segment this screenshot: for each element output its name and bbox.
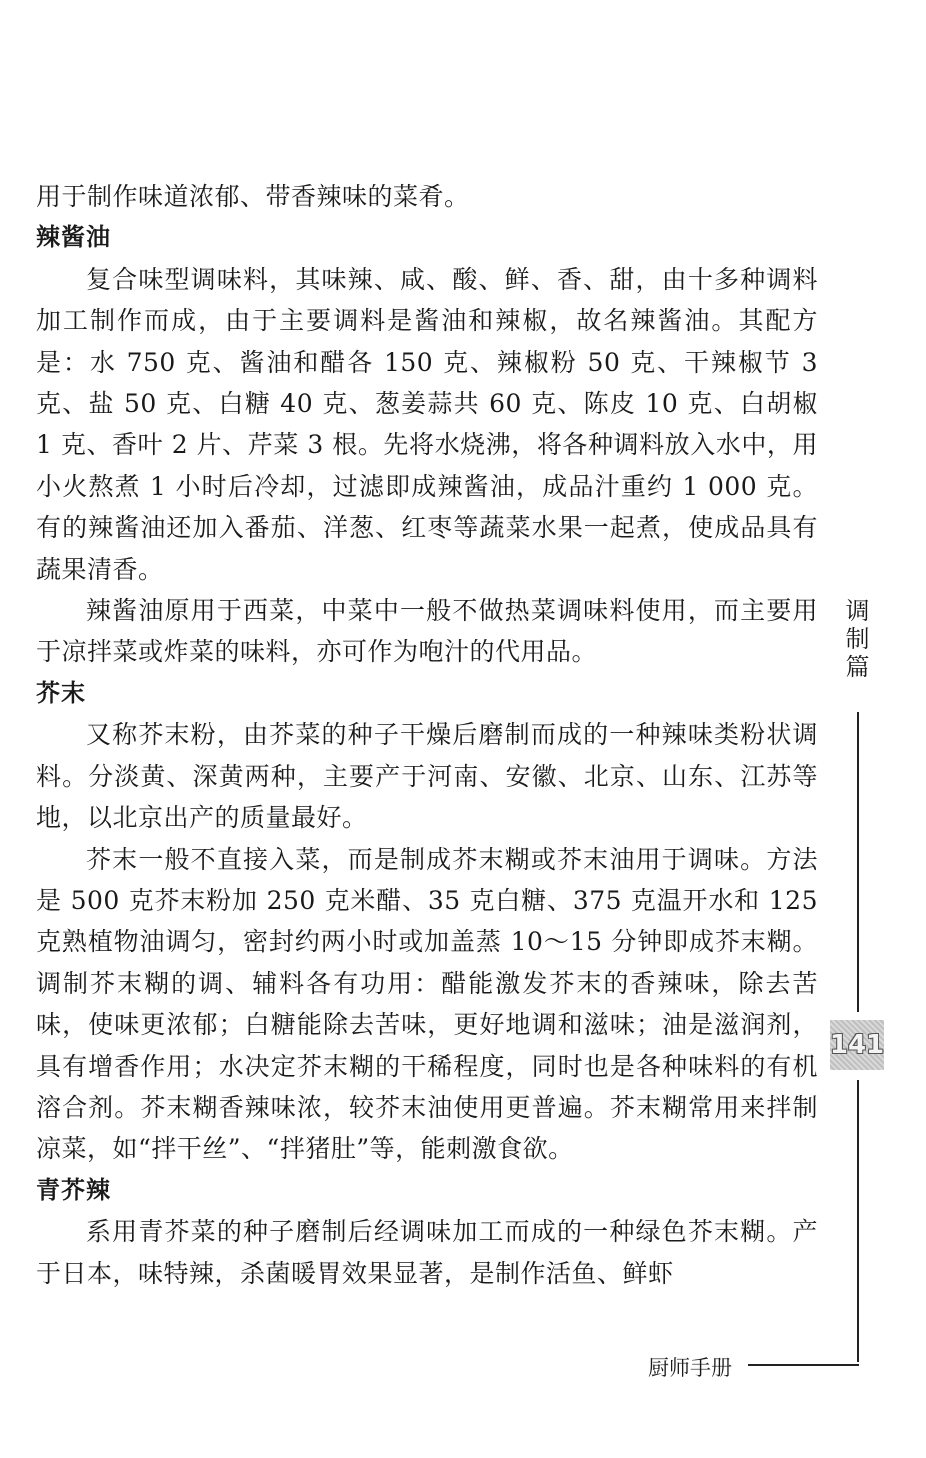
heading-jie-mo: 芥末	[36, 678, 86, 707]
heading-la-jiang-you: 辣酱油	[36, 223, 111, 252]
paragraph-la-jiang-you-usage: 辣酱油原用于西菜，中菜中一般不做热菜调味料使用，而主要用于凉拌菜或炸菜的味料，亦可作为咆汁的代用品。	[36, 596, 818, 667]
book-title: 厨师手册	[648, 1356, 732, 1380]
footer-rule	[748, 1364, 859, 1366]
section-title: 调制篇	[841, 598, 869, 682]
page-number: 141	[830, 1020, 884, 1070]
paragraph-continued: 用于制作味道浓郁、带香辣味的菜肴。	[36, 182, 470, 211]
side-rule-bottom	[857, 1080, 859, 1362]
paragraph-jie-mo-method: 芥末一般不直接入菜，而是制成芥末糊或芥末油用于调味。方法 是 500 克芥末粉加 250 克米醋、35 克白糖、375 克温开水和 125 克熟植物油调匀，密封约两小时或加盖蒸 10～15 分钟即成芥末糊。调制芥末糊的调、辅料各有功用：醋能激发芥末的香辣味，除去苦味，使味更浓郁；白糖能除去苦味，更好地调和滋味；油是滋润剂，具有增香作用；水决定芥末糊的干稀程度，同时也是各种味料的有机溶合剂。芥末糊香辣味浓，较芥末油使用更普遍。芥末糊常用来拌制凉菜，如“拌干丝”、“拌猪肚”等，能刺激食欲。	[36, 844, 818, 1164]
paragraph-jie-mo-intro: 又称芥末粉，由芥菜的种子干燥后磨制而成的一种辣味类粉状调料。分淡黄、深黄两种，主要产于河南、安徽、北京、山东、江苏等地，以北京出产的质量最好。	[36, 720, 818, 833]
paragraph-qing-jie-la: 系用青芥菜的种子磨制后经调味加工而成的一种绿色芥末糊。产于日本，味特辣，杀菌暖胃效果显著，是制作活鱼、鲜虾	[36, 1217, 818, 1288]
body-text	[36, 176, 818, 1294]
heading-qing-jie-la: 青芥辣	[36, 1175, 111, 1204]
paragraph-la-jiang-you-recipe: 复合味型调味料，其味辣、咸、酸、鲜、香、甜，由十多种调料加工制作而成，由于主要调料是酱油和辣椒，故名辣酱油。其配方是：水 750 克、酱油和醋各 150 克、辣椒粉 50 克、干辣椒节 3 克、盐 50 克、白糖 40 克、葱姜蒜共 60 克、陈皮 10 克、白胡椒 1 克、香叶 2 片、芹菜 3 根。先将水烧沸，将各种调料放入水中，用小火熬煮 1 小时后冷却，过滤即成辣酱油，成品汁重约 1 000 克。有的辣酱油还加入番茄、洋葱、红枣等蔬菜水果一起煮，使成品具有蔬果清香。	[36, 264, 818, 584]
side-rule-top	[857, 712, 859, 1012]
